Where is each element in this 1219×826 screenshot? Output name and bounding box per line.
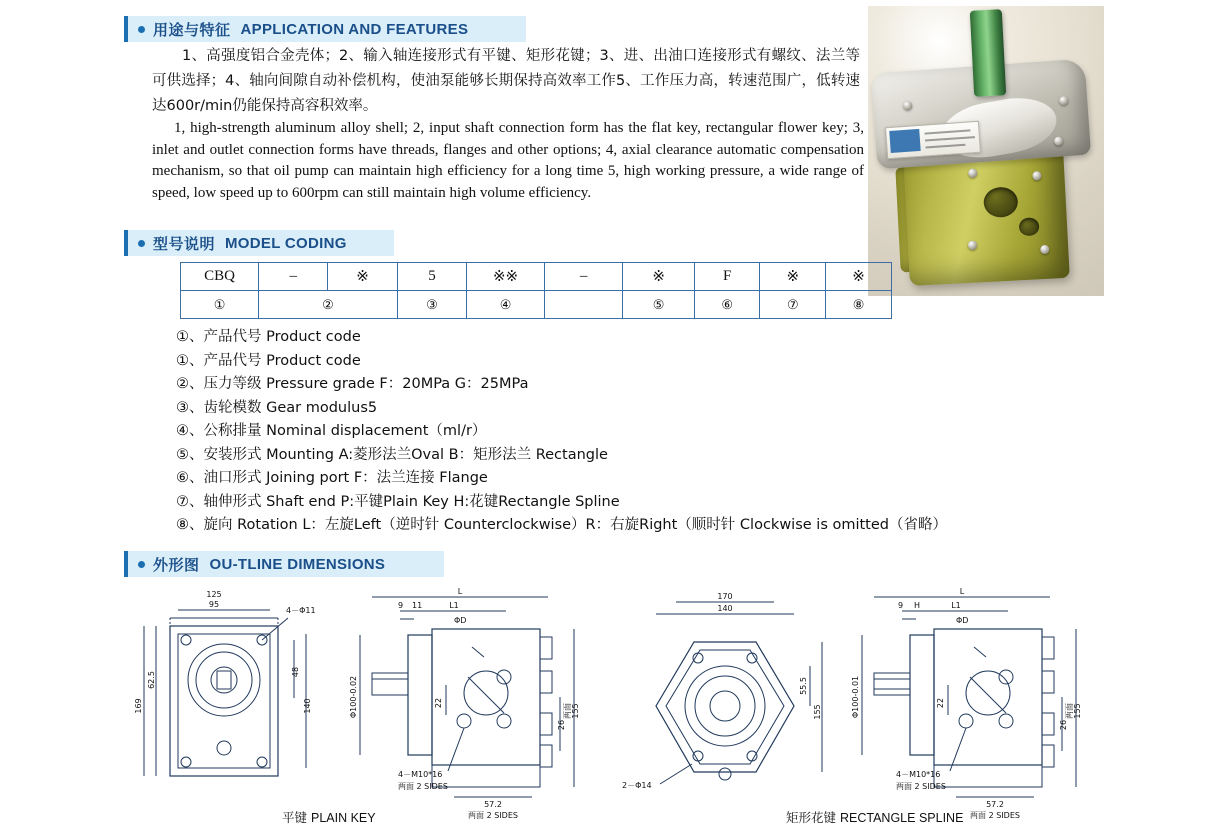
section-heading-application-cn: 用途与特征	[153, 20, 231, 39]
drawing-spline-front-view	[620, 588, 830, 818]
svg-text:26: 26	[1059, 719, 1068, 731]
caption-en: RECTANGLE SPLINE	[840, 811, 964, 825]
svg-text:22: 22	[434, 697, 443, 709]
coding-cell: –	[259, 263, 328, 291]
svg-text:L1: L1	[449, 601, 459, 610]
pump-port-icon	[983, 186, 1019, 218]
svg-text:169: 169	[134, 698, 143, 714]
table-row-codes	[181, 263, 892, 291]
svg-text:155: 155	[571, 703, 580, 719]
flange-bolt-icon	[903, 101, 913, 111]
svg-text:11: 11	[412, 601, 423, 610]
model-coding-table	[180, 262, 892, 319]
svg-text:Φ100-0.01: Φ100-0.01	[851, 675, 860, 719]
caption-en: PLAIN KEY	[311, 811, 376, 825]
svg-text:55.5: 55.5	[799, 677, 808, 695]
svg-text:4－M10*16: 4－M10*16	[896, 770, 941, 779]
coding-cell: ※	[826, 263, 892, 291]
svg-text:Φ100-0.02: Φ100-0.02	[349, 675, 358, 719]
section-heading-model-coding	[124, 230, 394, 256]
coding-cell: ※※	[467, 263, 545, 291]
pump-bolt-icon	[968, 168, 977, 177]
coding-cell: ※	[623, 263, 694, 291]
bullet-icon	[138, 561, 145, 568]
section-heading-model-coding-en: MODEL CODING	[225, 234, 347, 252]
svg-text:两面 2 SIDES: 两面 2 SIDES	[896, 782, 946, 791]
legend-item: ⑦、轴伸形式 Shaft end P:平键Plain Key H:花键Rectangle Spline	[176, 493, 620, 510]
coding-index-cell: ④	[467, 291, 545, 319]
svg-text:9: 9	[398, 601, 404, 610]
name-plate-logo	[889, 129, 920, 153]
drawing-plain-key-side-view	[336, 585, 586, 820]
svg-text:155: 155	[1073, 703, 1082, 719]
section-heading-application-en: APPLICATION AND FEATURES	[240, 20, 469, 38]
svg-text:2－Φ14: 2－Φ14	[622, 781, 652, 790]
table-row-indices	[181, 291, 892, 319]
coding-index-cell: ⑥	[694, 291, 760, 319]
coding-index-cell: ②	[259, 291, 398, 319]
drawing-caption-plain-key	[282, 808, 376, 826]
svg-text:140: 140	[717, 604, 733, 613]
drawing-caption-spline	[786, 808, 963, 826]
svg-text:48: 48	[291, 666, 300, 678]
application-paragraph-cn: 1、高强度铝合金壳体；2、输入轴连接形式有平键、矩形花键；3、进、出油口连接形式有螺纹、法兰等可供选择；4、轴向间隙自动补偿机构，使油泵能够长期保持高效率工作5、工作压力高，转速范围广，低转速达600r/min仍能保持高容积效率。	[152, 48, 860, 114]
caption-cn: 矩形花键	[786, 810, 837, 825]
coding-cell: F	[694, 263, 760, 291]
legend-item: ①、产品代号 Product code	[176, 329, 361, 345]
svg-text:两面 2 SIDES: 两面 2 SIDES	[398, 782, 448, 791]
coding-index-cell: ⑦	[760, 291, 826, 319]
pump-bolt-icon	[1040, 245, 1049, 254]
section-heading-outline	[124, 551, 444, 577]
bullet-icon	[138, 26, 145, 33]
svg-text:L: L	[959, 587, 965, 596]
svg-text:两面: 两面	[1065, 703, 1074, 719]
coding-cell: 5	[397, 263, 466, 291]
pump-port-icon	[1019, 217, 1040, 236]
coding-index-cell: ⑤	[623, 291, 694, 319]
legend-item: ⑤、安装形式 Mounting A:菱形法兰Oval B：矩形法兰 Rectangle	[176, 446, 608, 463]
svg-text:170: 170	[717, 592, 733, 601]
svg-text:9: 9	[898, 601, 904, 610]
coding-index-cell: ⑧	[826, 291, 892, 319]
coding-cell: ※	[760, 263, 826, 291]
coding-index-cell: ③	[397, 291, 466, 319]
svg-text:H: H	[914, 601, 921, 610]
svg-text:125: 125	[206, 590, 222, 599]
pump-bolt-icon	[1032, 171, 1041, 180]
legend-item: ②、压力等级 Pressure grade F：20MPa G：25MPa	[176, 376, 529, 392]
svg-text:L1: L1	[951, 601, 961, 610]
svg-text:4－M10*16: 4－M10*16	[398, 770, 443, 779]
legend-item: ④、公称排量 Nominal displacement（ml/r）	[176, 423, 487, 439]
name-plate-line	[925, 144, 965, 149]
flange-bolt-icon	[1059, 96, 1069, 106]
bullet-icon	[138, 240, 145, 247]
svg-text:57.2: 57.2	[986, 800, 1004, 809]
svg-text:ΦD: ΦD	[956, 616, 969, 625]
name-plate-line	[924, 129, 970, 134]
name-plate-line	[925, 136, 975, 141]
coding-index-cell: ①	[181, 291, 259, 319]
section-heading-model-coding-cn: 型号说明	[153, 234, 216, 253]
pump-name-plate	[885, 121, 981, 159]
pump-bolt-icon	[968, 241, 977, 250]
svg-text:140: 140	[303, 698, 312, 714]
section-heading-application	[124, 16, 526, 42]
drawing-plain-key-front-view	[128, 588, 328, 818]
svg-text:62.5: 62.5	[147, 671, 156, 689]
coding-index-cell	[544, 291, 623, 319]
model-coding-legend	[176, 326, 1076, 538]
application-paragraph-en: 1, high-strength aluminum alloy shell; 2, input shaft connection form has the flat key, rectangular flower key; 3, inlet and outlet connection forms have threads, flanges and other options; 4, axial clearance automatic compensation mechanism, so that oil pump can maintain high efficiency for a long time 5, high working pressure, a wide range of speed, low speed up to 600rpm can still maintain high volume efficiency.	[152, 120, 864, 201]
svg-text:22: 22	[936, 697, 945, 709]
svg-text:57.2: 57.2	[484, 800, 502, 809]
svg-text:95: 95	[208, 600, 220, 609]
flange-bolt-icon	[1054, 136, 1064, 146]
svg-text:L: L	[457, 587, 463, 596]
svg-text:4－Φ11: 4－Φ11	[286, 606, 316, 615]
svg-text:26: 26	[557, 719, 566, 731]
pump-shaft	[970, 9, 1006, 97]
svg-text:两面 2 SIDES: 两面 2 SIDES	[468, 811, 518, 820]
svg-text:155: 155	[813, 704, 822, 720]
coding-cell: –	[544, 263, 623, 291]
legend-item: ⑥、油口形式 Joining port F：法兰连接 Flange	[176, 470, 488, 486]
coding-cell: CBQ	[181, 263, 259, 291]
svg-text:两面: 两面	[563, 703, 572, 719]
svg-text:ΦD: ΦD	[454, 616, 467, 625]
svg-text:两面 2 SIDES: 两面 2 SIDES	[970, 811, 1020, 820]
section-heading-outline-cn: 外形图	[153, 555, 200, 574]
legend-item: ①、产品代号 Product code	[176, 352, 361, 369]
legend-item: ⑧、旋向 Rotation L：左旋Left（逆时针 Counterclockwise）R：右旋Right（顺时针 Clockwise is omitted（省略）	[176, 517, 947, 533]
product-photo	[868, 6, 1104, 296]
legend-item: ③、齿轮模数 Gear modulus5	[176, 399, 378, 416]
drawing-spline-side-view	[838, 585, 1088, 820]
caption-cn: 平键	[282, 810, 308, 825]
section-heading-outline-en: OU-TLINE DIMENSIONS	[209, 555, 386, 573]
coding-cell: ※	[328, 263, 397, 291]
